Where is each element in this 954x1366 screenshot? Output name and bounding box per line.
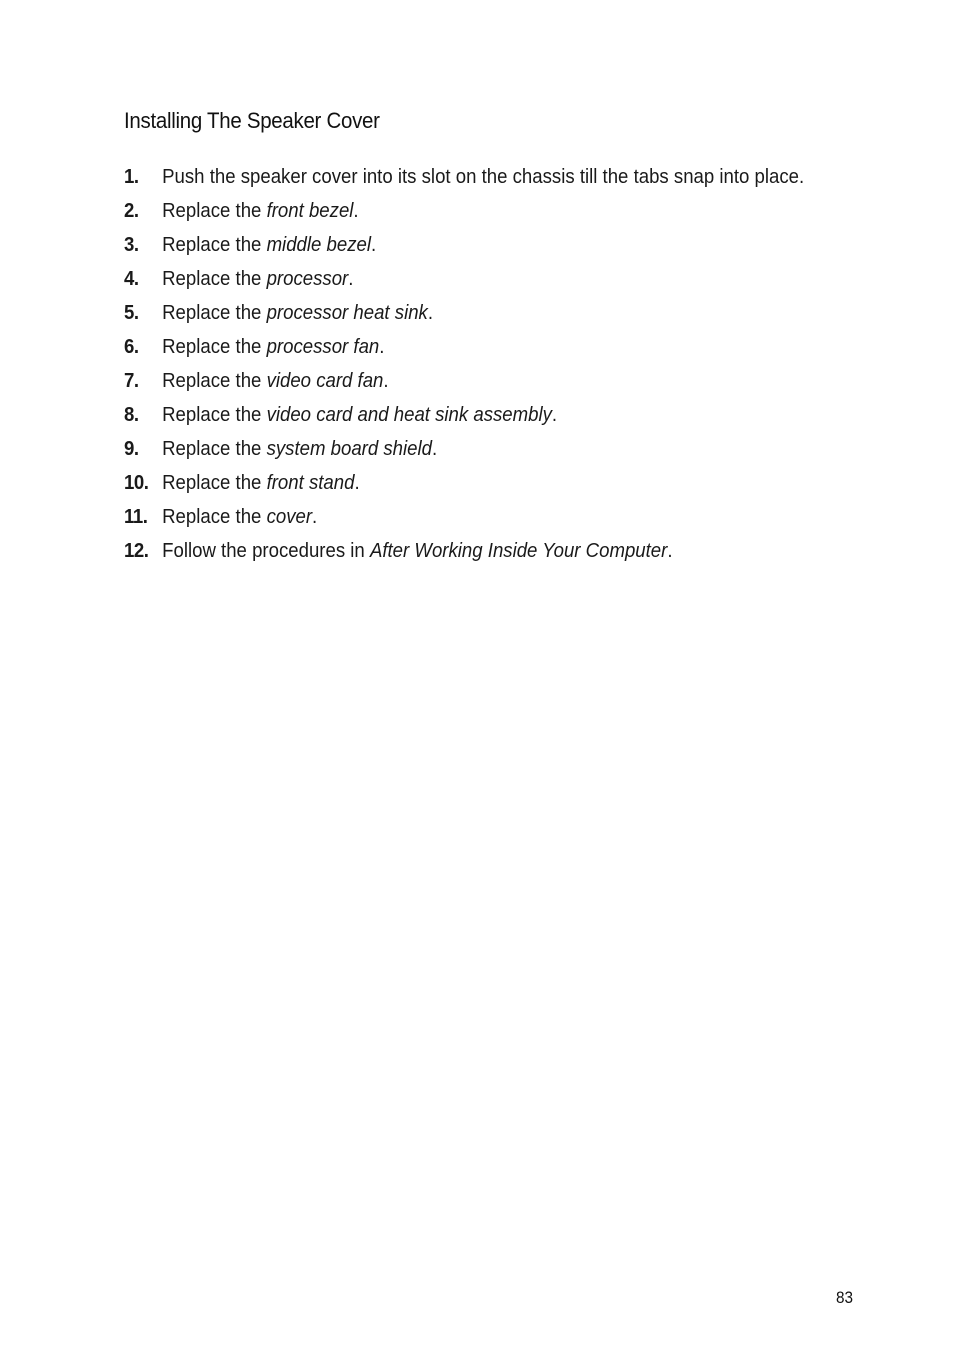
step-prefix: Replace the: [162, 268, 267, 290]
step-suffix: .: [348, 268, 354, 290]
step-number: 10.: [124, 472, 149, 494]
step-number: 4.: [124, 268, 139, 290]
step-prefix: Follow the procedures in: [162, 540, 370, 562]
step-suffix: .: [431, 438, 438, 460]
step-number: 1.: [124, 166, 139, 188]
step-item: [124, 402, 869, 429]
step-item: [124, 266, 869, 293]
step-prefix: Replace the: [162, 302, 267, 324]
step-text: [162, 404, 557, 426]
step-number: 2.: [124, 200, 139, 222]
step-number: 5.: [124, 302, 139, 324]
step-text: [162, 166, 804, 188]
step-link-cover[interactable]: cover: [266, 506, 313, 528]
page-number: 83: [836, 1288, 854, 1307]
step-suffix: .: [371, 234, 377, 256]
step-text: [162, 268, 353, 290]
step-item: [124, 470, 869, 497]
step-prefix: Push the speaker cover into its slot on the chassis till the tabs snap into place.: [162, 166, 805, 188]
step-suffix: .: [354, 472, 360, 494]
step-number: 6.: [124, 336, 139, 358]
step-suffix: .: [353, 200, 359, 222]
step-item: [124, 538, 869, 565]
step-prefix: Replace the: [162, 200, 267, 222]
step-text: [162, 200, 358, 222]
step-number: 9.: [124, 438, 139, 460]
step-link-video-card-heat-sink-assembly[interactable]: video card and heat sink assembly: [266, 404, 552, 426]
step-prefix: Replace the: [162, 336, 267, 358]
step-link-system-board-shield[interactable]: system board shield: [266, 438, 432, 460]
step-suffix: .: [379, 336, 385, 358]
step-link-front-bezel[interactable]: front bezel: [266, 200, 354, 222]
steps-list: [124, 164, 844, 572]
step-item: [124, 164, 869, 191]
step-prefix: Replace the: [162, 370, 267, 392]
step-suffix: .: [427, 302, 434, 324]
step-number: 8.: [124, 404, 139, 426]
step-suffix: .: [312, 506, 318, 528]
step-link-after-working-inside[interactable]: After Working Inside Your Computer: [369, 540, 668, 562]
step-prefix: Replace the: [162, 506, 267, 528]
step-link-video-card-fan[interactable]: video card fan: [266, 370, 384, 392]
step-suffix: .: [667, 540, 673, 562]
step-item: [124, 504, 869, 531]
step-text: [162, 540, 672, 562]
step-item: [124, 232, 869, 259]
step-text: [162, 438, 437, 460]
step-number: 12.: [124, 540, 149, 562]
step-link-processor-heat-sink[interactable]: processor heat sink: [266, 302, 428, 324]
section-title: Installing The Speaker Cover: [124, 108, 380, 133]
step-prefix: Replace the: [162, 438, 267, 460]
step-text: [162, 302, 433, 324]
step-item: [124, 300, 869, 327]
step-text: [162, 234, 376, 256]
step-suffix: .: [551, 404, 558, 426]
step-prefix: Replace the: [162, 404, 267, 426]
step-prefix: Replace the: [162, 472, 267, 494]
step-number: 7.: [124, 370, 139, 392]
step-item: [124, 436, 869, 463]
step-text: [162, 506, 317, 528]
step-suffix: .: [383, 370, 389, 392]
step-link-processor[interactable]: processor: [266, 268, 349, 290]
step-item: [124, 368, 869, 395]
step-text: [162, 370, 388, 392]
step-number: 3.: [124, 234, 139, 256]
step-item: [124, 198, 869, 225]
step-text: [162, 336, 384, 358]
step-text: [162, 472, 360, 494]
step-link-front-stand[interactable]: front stand: [266, 472, 355, 494]
step-number: 11.: [124, 506, 148, 528]
step-prefix: Replace the: [162, 234, 267, 256]
step-link-processor-fan[interactable]: processor fan: [266, 336, 380, 358]
step-link-middle-bezel[interactable]: middle bezel: [266, 234, 372, 256]
step-item: [124, 334, 869, 361]
